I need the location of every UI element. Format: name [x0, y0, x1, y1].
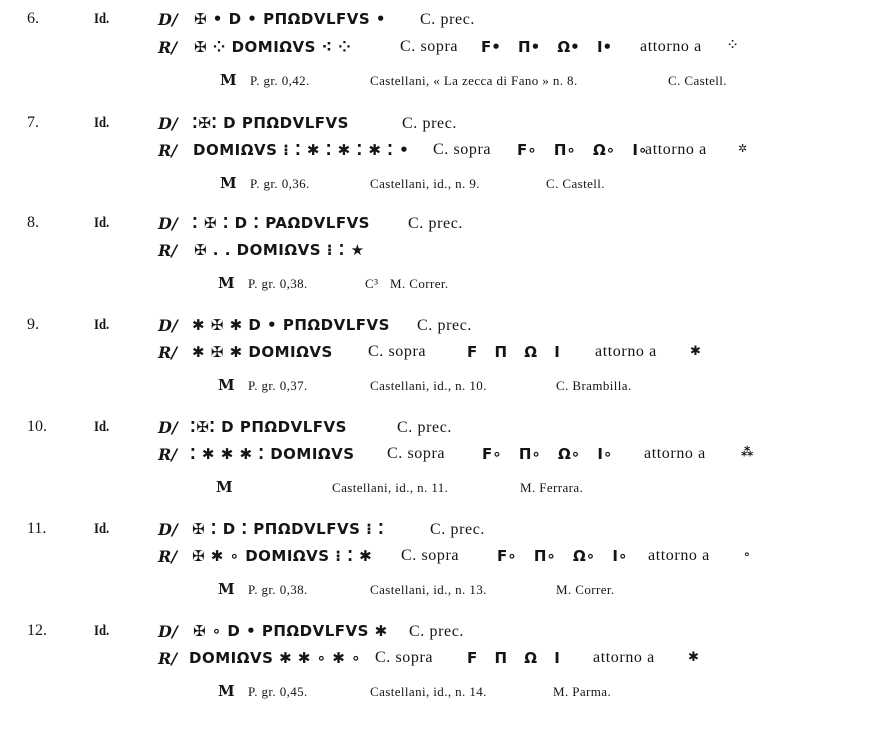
entry-id: Id.: [94, 623, 110, 639]
reverse-legend: ✱ ✠ ✱ DOMIΩVS: [192, 343, 333, 361]
obverse-description: C. prec.: [397, 419, 453, 436]
collection: M. Correr.: [390, 276, 449, 291]
obverse-description: C. prec.: [417, 317, 473, 334]
reference: Castellani, id., n. 10.: [370, 378, 487, 393]
metal: M: [216, 478, 233, 496]
around-symbol: ⁂: [741, 445, 754, 459]
metal: M: [218, 580, 235, 598]
reverse-siglum: R/: [158, 241, 178, 260]
reverse-description: C. sopra: [400, 38, 459, 55]
reverse-siglum: R/: [158, 547, 178, 566]
obverse-legend: ✠ ∘ D • PΠΩDVLFVS ✱: [193, 622, 388, 640]
collection: C. Castell.: [668, 73, 727, 88]
obverse-siglum: D/: [158, 114, 178, 133]
entry-number: 9.: [27, 316, 39, 333]
reverse-around: attorno a: [593, 649, 655, 666]
reference: Castellani, id., n. 11.: [332, 480, 449, 495]
weight: P. gr. 0,38.: [248, 582, 308, 597]
entry-number: 8.: [27, 214, 39, 231]
obverse-legend: ✠ • D • PΠΩDVLFVS •: [194, 10, 386, 28]
obverse-siglum: D/: [158, 622, 178, 641]
reverse-legend: DOMIΩVS ⁝ ⁚ ✱ ⁚ ✱ ⁚ ✱ ⁚ •: [193, 141, 410, 159]
entry-number: 6.: [27, 10, 39, 27]
reverse-siglum: R/: [158, 649, 178, 668]
reverse-description: C. sopra: [387, 445, 446, 462]
obverse-legend: ⁚ ✠ ⁚ D ⁚ PAΩDVLFVS: [192, 214, 370, 232]
around-symbol: ∘: [743, 547, 752, 561]
entry-id: Id.: [94, 215, 110, 231]
weight: P. gr. 0,36.: [250, 176, 310, 191]
obverse-legend: ✠ ⁚ D ⁚ PΠΩDVLFVS ⁝ ⁚: [192, 520, 385, 538]
reverse-siglum: R/: [158, 343, 178, 362]
entry-id: Id.: [94, 419, 110, 435]
metal: M: [218, 274, 235, 292]
entry-id: Id.: [94, 521, 110, 537]
entry-number: 7.: [27, 114, 39, 131]
obverse-siglum: D/: [158, 316, 178, 335]
metal: M: [218, 376, 235, 394]
reverse-description: C. sopra: [401, 547, 460, 564]
entry-number: 12.: [27, 622, 47, 639]
reverse-legend: ✠ ✱ ∘ DOMIΩVS ⁝ ⁚ ✱: [192, 547, 373, 565]
entry-id: Id.: [94, 11, 110, 27]
reverse-legend: ✠ . . DOMIΩVS ⁝ ⁚ ★: [194, 241, 365, 259]
reverse-around: attorno a: [644, 445, 706, 462]
reverse-description: C. sopra: [375, 649, 434, 666]
metal: M: [218, 682, 235, 700]
collection: M. Ferrara.: [520, 480, 584, 495]
metal: M: [220, 174, 237, 192]
reverse-around: attorno a: [640, 38, 702, 55]
collection: C. Castell.: [546, 176, 605, 191]
reverse-letters: F∘ Π∘ Ω∘ I∘: [482, 445, 613, 463]
reverse-legend: DOMIΩVS ✱ ✱ ∘ ✱ ∘: [189, 649, 361, 667]
obverse-description: C. prec.: [402, 115, 458, 132]
reference: Castellani, id., n. 9.: [370, 176, 480, 191]
reverse-around: attorno a: [645, 141, 707, 158]
reverse-description: C. sopra: [368, 343, 427, 360]
obverse-legend: ⁚✠⁚ D PΠΩDVLFVS: [192, 114, 349, 132]
reverse-legend: ✠ ⁘ DOMIΩVS ⁖ ⁘: [194, 38, 352, 56]
around-symbol: ⁘: [728, 38, 738, 51]
entry-number: 11.: [27, 520, 47, 537]
obverse-description: C. prec.: [409, 623, 465, 640]
weight: P. gr. 0,45.: [248, 684, 308, 699]
obverse-siglum: D/: [158, 10, 178, 29]
obverse-siglum: D/: [158, 520, 178, 539]
reverse-description: C. sopra: [433, 141, 492, 158]
reverse-around: attorno a: [648, 547, 710, 564]
obverse-siglum: D/: [158, 214, 178, 233]
metal: M: [220, 71, 237, 89]
around-symbol: ✱: [688, 650, 700, 665]
obverse-siglum: D/: [158, 418, 178, 437]
reverse-letters: F Π Ω I: [467, 649, 560, 667]
reference: C³: [365, 276, 379, 291]
collection: M. Parma.: [553, 684, 612, 699]
entry-number: 10.: [27, 418, 47, 435]
reverse-letters: F Π Ω I: [467, 343, 560, 361]
around-symbol: ✲: [738, 142, 748, 155]
collection: C. Brambilla.: [556, 378, 632, 393]
weight: P. gr. 0,42.: [250, 73, 310, 88]
obverse-description: C. prec.: [420, 11, 476, 28]
reverse-letters: F• Π• Ω• I•: [481, 38, 613, 56]
obverse-legend: ✱ ✠ ✱ D • PΠΩDVLFVS: [192, 316, 390, 334]
entry-id: Id.: [94, 115, 110, 131]
entry-id: Id.: [94, 317, 110, 333]
reverse-legend: ⁚ ✱ ✱ ✱ ⁚ DOMIΩVS: [190, 445, 355, 463]
reverse-siglum: R/: [158, 38, 178, 57]
reverse-letters: F∘ Π∘ Ω∘ I∘: [517, 141, 648, 159]
reference: Castellani, id., n. 14.: [370, 684, 487, 699]
weight: P. gr. 0,37.: [248, 378, 308, 393]
around-symbol: ✱: [690, 344, 702, 359]
obverse-description: C. prec.: [430, 521, 486, 538]
collection: M. Correr.: [556, 582, 615, 597]
reverse-around: attorno a: [595, 343, 657, 360]
reference: Castellani, « La zecca di Fano » n. 8.: [370, 73, 578, 88]
reverse-siglum: R/: [158, 141, 178, 160]
reverse-letters: F∘ Π∘ Ω∘ I∘: [497, 547, 628, 565]
obverse-legend: ⁚✠⁚ D PΠΩDVLFVS: [190, 418, 347, 436]
reverse-siglum: R/: [158, 445, 178, 464]
obverse-description: C. prec.: [408, 215, 464, 232]
reference: Castellani, id., n. 13.: [370, 582, 487, 597]
weight: P. gr. 0,38.: [248, 276, 308, 291]
